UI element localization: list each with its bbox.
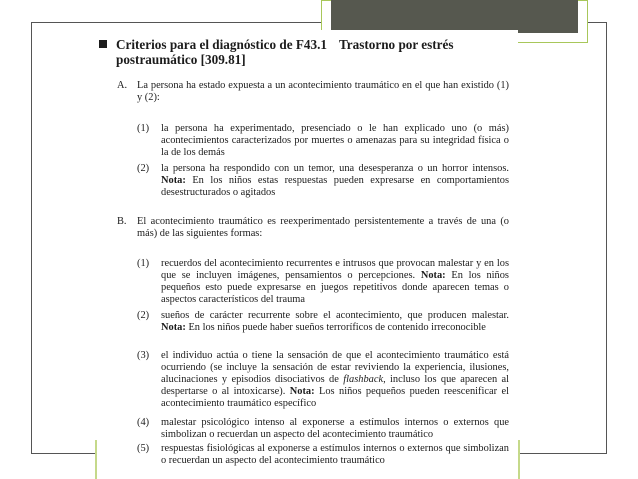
- heading-title: Criterios para el diagnóstico de F43.1: [116, 37, 327, 52]
- list-item: [137, 350, 509, 410]
- list-item: [137, 163, 509, 199]
- slide-corner-box-fill: [331, 0, 578, 33]
- document-page: [97, 30, 518, 479]
- heading-title-tail: Trastorno por estrés: [338, 37, 454, 52]
- item-text-mid: , incluso los que aparecen al despertarse o al intoxicarse).: [161, 374, 509, 398]
- item-text: respuestas fisiológicas al exponerse a estímulos internos o externos que simbolizan o recuerdan un aspecto del acontecimiento traumático: [161, 443, 509, 467]
- item-note-label: Nota:: [161, 175, 186, 187]
- item-number: (5): [137, 443, 150, 454]
- item-text: la persona ha experimentado, presenciado o le han explicado uno (o más) acontecimientos caracterizados por muertes o amenazas para su integridad física o la de los demás: [161, 123, 509, 159]
- list-item: [137, 417, 509, 441]
- item-note-label: Nota:: [161, 322, 186, 334]
- item-number: (2): [137, 310, 150, 321]
- list-item: [137, 443, 509, 467]
- item-text-after: En los niños pequeños esto puede expresarse en juegos repetitivos donde aparecen temas o aspectos característicos del trauma: [161, 270, 509, 306]
- section-letter: B.: [117, 216, 127, 227]
- item-number: (2): [137, 163, 150, 174]
- section-text: El acontecimiento traumático es reexperimentado persistentemente a través de una (o más) de las siguientes formas:: [137, 216, 509, 240]
- item-number: (4): [137, 417, 150, 428]
- section-a: [117, 80, 509, 104]
- section-b: [117, 216, 509, 240]
- list-item: [137, 258, 509, 306]
- list-item: [137, 310, 509, 334]
- section-letter: A.: [117, 80, 128, 91]
- list-item: [137, 123, 509, 159]
- item-note-label: Nota:: [420, 270, 446, 282]
- item-text: sueños de carácter recurrente sobre el acontecimiento, que producen malestar.: [161, 310, 509, 321]
- section-text: La persona ha estado expuesta a un acontecimiento traumático en el que han existido (1) y (2):: [137, 80, 509, 104]
- item-emphasis: flashback: [343, 374, 384, 386]
- item-text: malestar psicológico intenso al exponerse a estímulos internos o externos que simbolizan o recuerdan un aspecto del acontecimiento traumático: [161, 417, 509, 441]
- item-text-after: En los niños estas respuestas pueden expresarse en comportamientos desestructurados o agitados: [161, 175, 509, 199]
- item-number: (1): [137, 123, 150, 134]
- item-number: (1): [137, 258, 150, 269]
- item-text: el individuo actúa o tiene la sensación de que el acontecimiento traumático está ocurriendo (se incluye la sensación de estar reviviendo la experiencia, ilusiones, alucinaciones y episodios disociativos de: [161, 350, 509, 386]
- item-number: (3): [137, 350, 150, 361]
- item-text: la persona ha respondido con un temor, una desesperanza o un horror intensos.: [161, 163, 509, 174]
- heading-line2: postraumático [309.81]: [116, 52, 246, 67]
- item-text-after: Los niños pequeños pueden reescenificar el acontecimiento traumático específico: [161, 386, 509, 410]
- item-note-label: Nota:: [289, 386, 315, 398]
- item-text: recuerdos del acontecimiento recurrentes e intrusos que provocan malestar y en los que se incluyen imágenes, pensamientos o percepciones.: [161, 258, 509, 282]
- item-text-after: En los niños puede haber sueños terroríficos de contenido irreconocible: [188, 322, 486, 334]
- square-bullet-icon: [99, 40, 107, 48]
